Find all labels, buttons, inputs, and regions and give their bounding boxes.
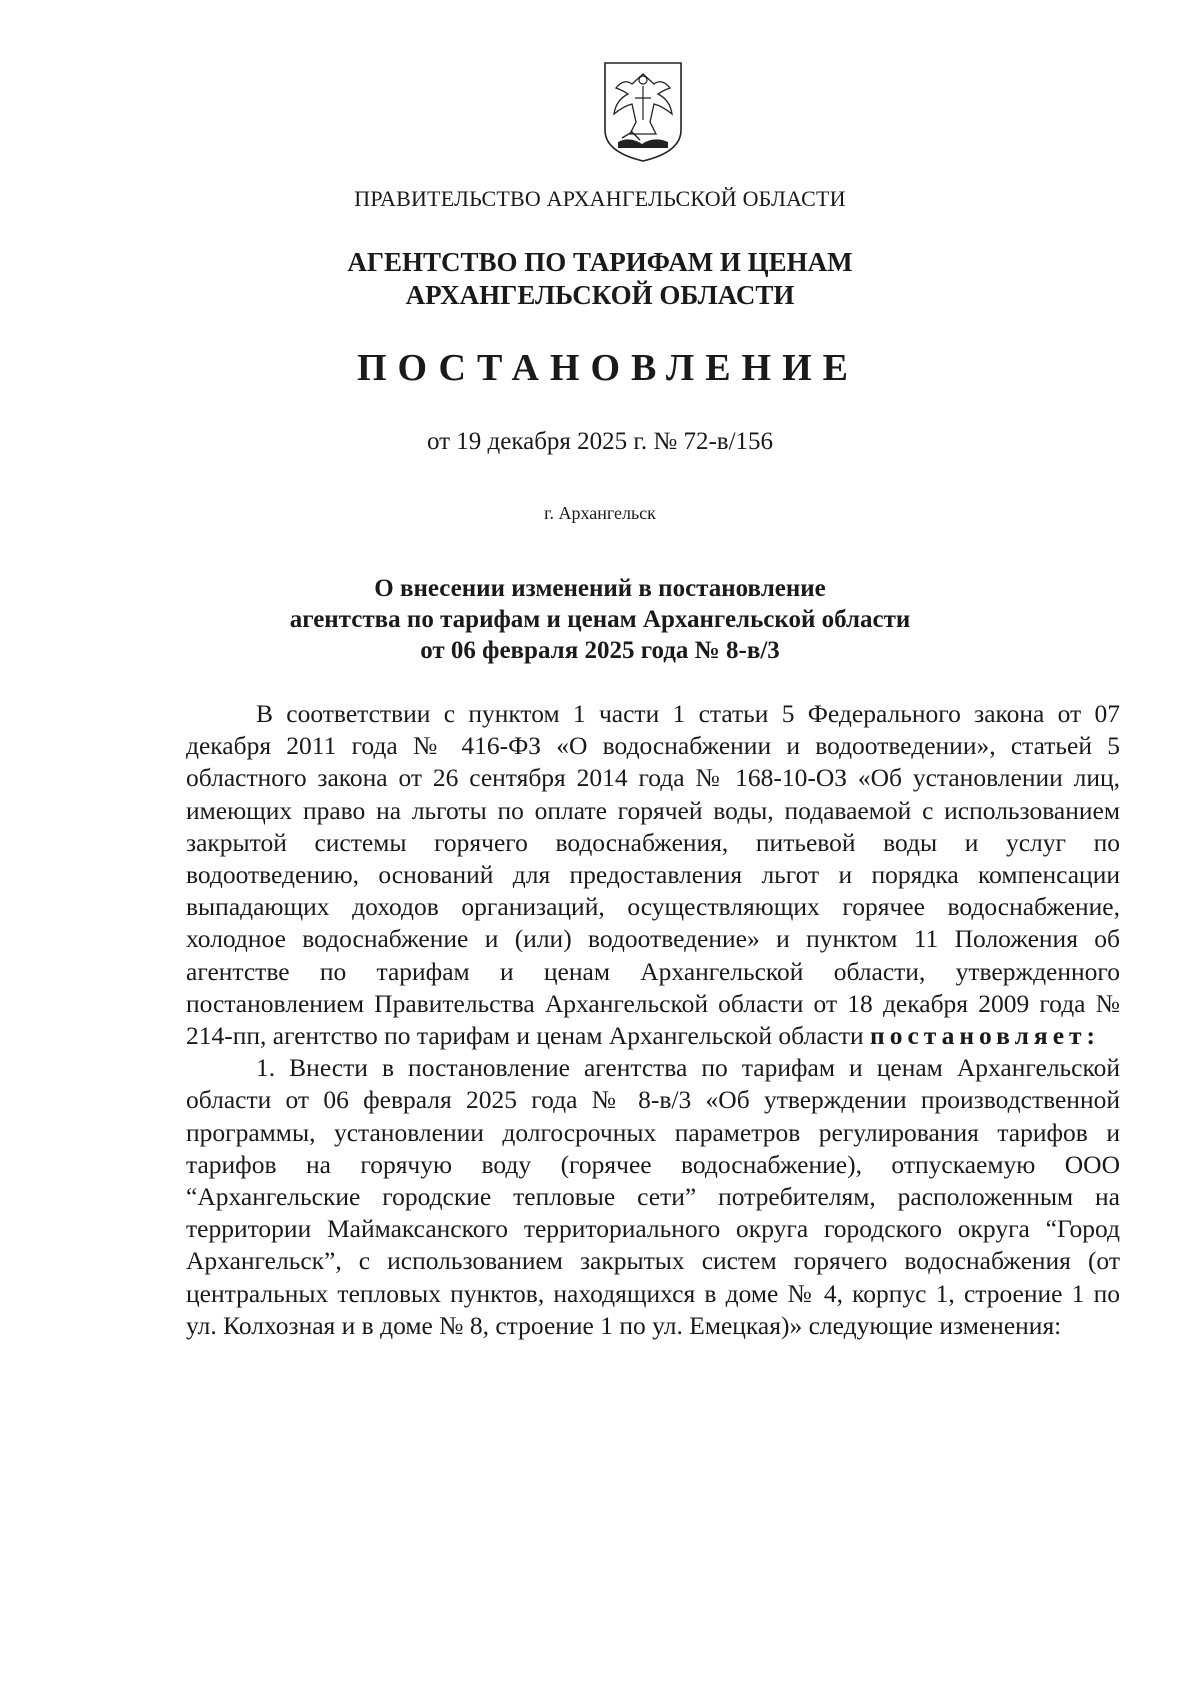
document-title-line2: агентства по тарифам и ценам Архангельской области [289,606,911,633]
clause-1-paragraph: 1. Внести в постановление агентства по тарифам и ценам Архангельской области от 06 февраля 2025 года № 8-в/3 «Об утверждении производственной программы, установлении долгосрочных параметров регулирования тарифов и тарифов на горячую воду (горячее водоснабжение), отпускаемую ООО “Архангельские городские тепловые сети” потребителям, расположенным на территории Маймаксанского территориального округа городского округа “Город Архангельск”, с использованием закрытых систем горячего водоснабжения (от центральных тепловых пунктов, находящихся в доме № 4, корпус 1, строение 1 по ул. Колхозная и в доме № 8, строение 1 по ул. Емецкая)» следующие изменения: [186,1053,1120,1340]
coat-of-arms-emblem [602,60,684,164]
agency-name [0,246,1200,312]
document-type: ПОСТАНОВЛЕНИЕ [356,347,860,389]
document-city: г. Архангельск [544,503,656,523]
document-date-number: от 19 декабря 2025 г. № 72-в/156 [426,428,774,455]
preamble-text: В соответствии с пунктом 1 части 1 статьи 5 Федерального закона от 07 декабря 2011 года № 416-ФЗ «О водоснабжении и водоотведении», статьей 5 областного закона от 26 сентября 2014 года № 168-10-ОЗ «Об установлении лиц, имеющих право на льготы по оплате горячей воды, подаваемой с использованием закрытой системы горячего водоснабжения, питьевой воды и услуг по водоотведению, оснований для предоставления льгот и порядка компенсации выпадающих доходов организаций, осуществляющих горячее водоснабжение, холодное водоснабжение и (или) водоотведение» и пунктом 11 Положения об агентстве по тарифам и ценам Архангельской области, утвержденного постановлением Правительства Архангельской области от 18 декабря 2009 года № 214-пп, агентство по тарифам и ценам Архангельской области [186,699,1120,1051]
preamble-paragraph [186,698,1120,1052]
resolves-keyword: постановляет: [870,1021,1101,1051]
agency-name-line2: АРХАНГЕЛЬСКОЙ ОБЛАСТИ [405,280,795,310]
government-name: ПРАВИТЕЛЬСТВО АРХАНГЕЛЬСКОЙ ОБЛАСТИ [354,186,846,211]
document-title-line1: О внесении изменений в постановление [374,575,826,602]
agency-name-line1: АГЕНТСТВО ПО ТАРИФАМ И ЦЕНАМ [347,247,853,277]
document-body [186,698,1120,1342]
document-title-line3: от 06 февраля 2025 года № 8-в/3 [420,637,780,664]
document-title [0,573,1200,666]
